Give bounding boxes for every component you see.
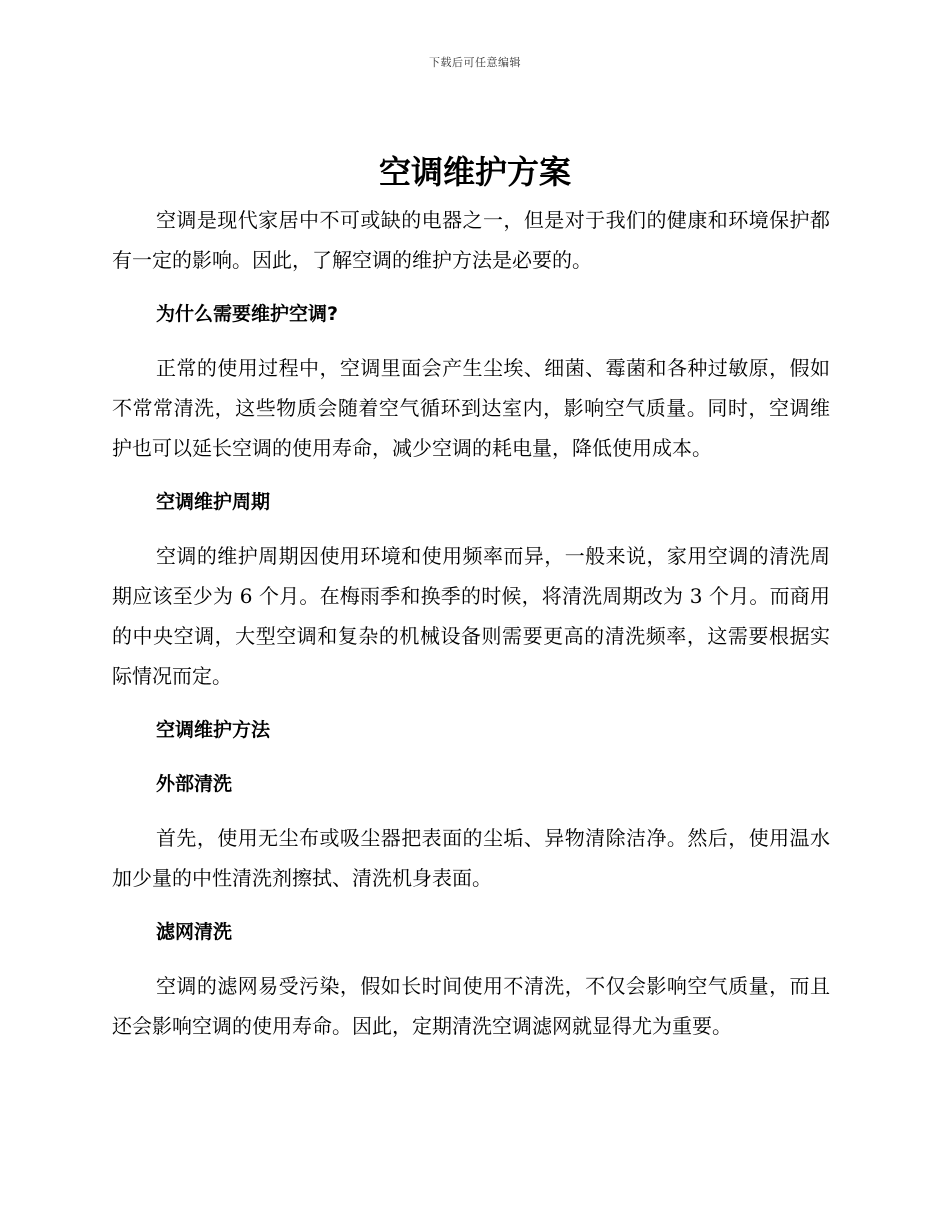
cycle-paragraph: 空调的维护周期因使用环境和使用频率而异，一般来说，家用空调的清洗周期应该至少为 6 个月。在梅雨季和换季的时候，将清洗周期改为 3 个月。而商用的中央空调，大型空调和复杂的机械设备则需要更高的清洗频率，这需要根据实际情况而定。 bbox=[112, 544, 830, 688]
page-title: 空调维护方案 bbox=[378, 153, 571, 191]
exterior-heading: 外部清洗 bbox=[156, 773, 233, 795]
cycle-heading: 空调维护周期 bbox=[156, 491, 271, 513]
why-paragraph: 正常的使用过程中，空调里面会产生尘埃、细菌、霉菌和各种过敏原，假如不常常清洗，这些物质会随着空气循环到达室内，影响空气质量。同时，空调维护也可以延长空调的使用寿命，减少空调的耗电量，降低使用成本。 bbox=[112, 356, 830, 460]
why-heading: 为什么需要维护空调? bbox=[156, 303, 339, 325]
exterior-paragraph: 首先，使用无尘布或吸尘器把表面的尘垢、异物清除洁净。然后，使用温水加少量的中性清洗剂擦拭、清洗机身表面。 bbox=[112, 826, 830, 890]
document-body bbox=[112, 200, 830, 1046]
method-heading: 空调维护方法 bbox=[156, 719, 271, 741]
filter-heading: 滤网清洗 bbox=[156, 921, 233, 943]
intro-paragraph: 空调是现代家居中不可或缺的电器之一，但是对于我们的健康和环境保护都有一定的影响。因此，了解空调的维护方法是必要的。 bbox=[112, 208, 830, 272]
header-note: 下载后可任意编辑 bbox=[429, 56, 521, 69]
filter-paragraph: 空调的滤网易受污染，假如长时间使用不清洗，不仅会影响空气质量，而且还会影响空调的使用寿命。因此，定期清洗空调滤网就显得尤为重要。 bbox=[112, 974, 830, 1038]
